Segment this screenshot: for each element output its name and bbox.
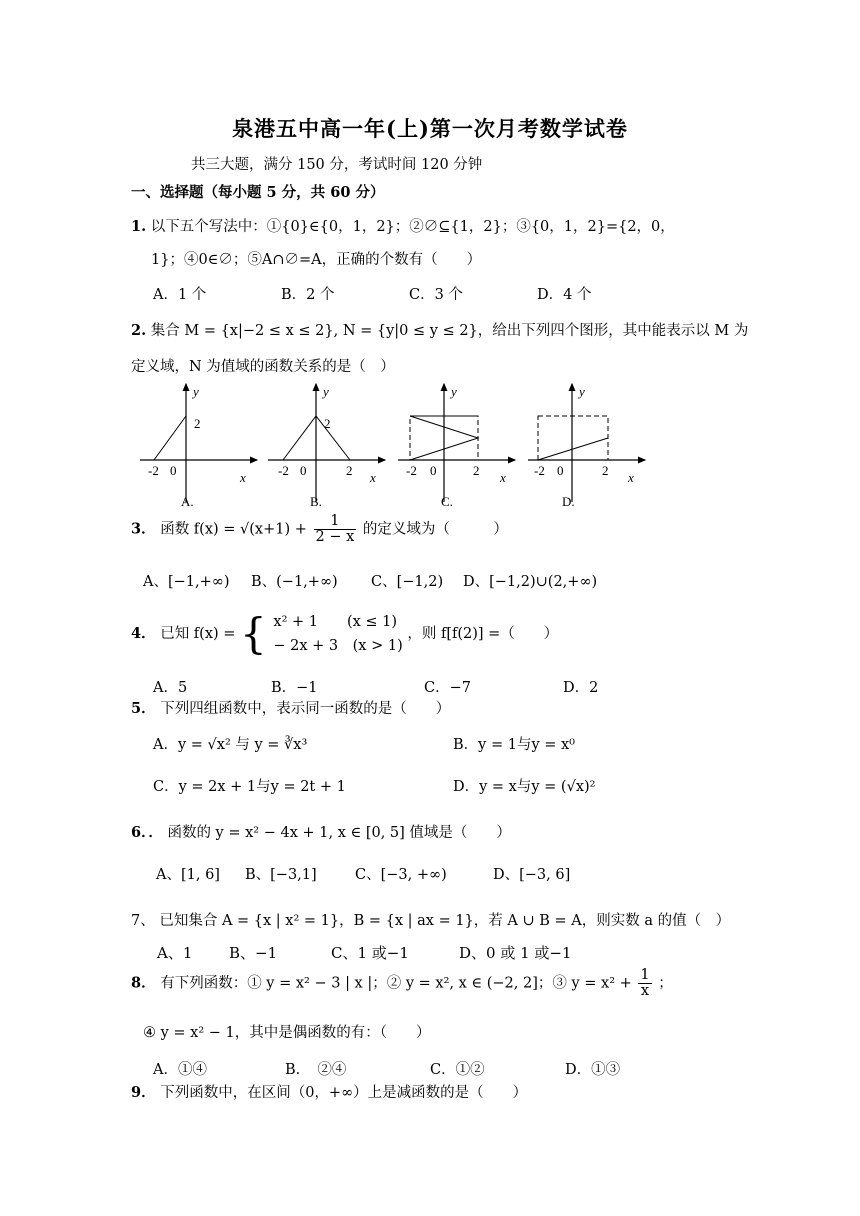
question-text-pre: 函数 f(x) = √(x+1) + xyxy=(160,521,312,538)
tick-label: -2 xyxy=(406,463,417,478)
x-axis-label: x xyxy=(500,470,506,485)
tick-label: 2 xyxy=(473,463,480,478)
option-c: C．y = 2x + 1与y = 2t + 1 xyxy=(153,779,346,795)
question-number: 4． xyxy=(131,625,156,642)
option-a: A、[1, 6] xyxy=(156,867,220,883)
graph-b xyxy=(268,384,385,509)
option-b: B．2 个 xyxy=(281,287,335,303)
graph-caption: D. xyxy=(562,494,575,509)
fraction xyxy=(638,968,651,999)
option-b: B、−1 xyxy=(229,944,278,962)
question-number: 7、 xyxy=(131,913,155,929)
question-1-line2: 1}；④0∈∅；⑤A∩∅=A，正确的个数有（ ） xyxy=(151,252,482,268)
option-c: C、[−1,2) xyxy=(371,574,444,590)
option-d: D．y = x与y = (√x)² xyxy=(453,779,596,795)
question-number: 6．． xyxy=(131,824,163,841)
tick-label: 2 xyxy=(324,416,331,431)
option-a: A．5 xyxy=(153,680,188,696)
tick-label: 2 xyxy=(194,416,201,431)
fraction-denominator: x xyxy=(640,983,650,1000)
question-9 xyxy=(131,1081,527,1102)
option-c: C、[−3, +∞) xyxy=(355,867,447,883)
option-c: C、1 或−1 xyxy=(331,944,409,962)
question-number: 5． xyxy=(131,700,156,717)
y-axis-label: y xyxy=(579,384,585,399)
option-b: B．−1 xyxy=(271,680,318,696)
piecewise-cases xyxy=(273,610,402,658)
y-axis-label: y xyxy=(323,384,329,399)
tick-label: -2 xyxy=(278,463,289,478)
x-axis-label: x xyxy=(370,470,376,485)
question-text: 以下五个写法中：①{0}∈{0，1，2}；②∅⊆{1，2}；③{0，1，2}={2，0， xyxy=(150,219,675,235)
option-b: B．y = 1与y = x⁰ xyxy=(453,737,575,753)
option-d: D．4 个 xyxy=(537,287,592,303)
section-heading: 一、选择题（每小题 5 分，共 60 分） xyxy=(131,184,385,201)
question-2-line1 xyxy=(131,319,748,340)
option-d: D、[−3, 6] xyxy=(493,867,571,883)
option-a: A．1 个 xyxy=(153,287,207,303)
option-c: C．①② xyxy=(430,1062,485,1078)
question-1-line1 xyxy=(131,215,675,236)
question-text-post: ，则 f[f(2)] =（ ） xyxy=(407,626,559,642)
question-number: 8． xyxy=(131,974,156,992)
question-number: 9． xyxy=(131,1084,156,1101)
question-8-line1 xyxy=(131,968,673,999)
question-text: 下列函数中，在区间（0，+∞）上是减函数的是（ ） xyxy=(160,1085,528,1101)
question-text: 已知集合 A = {x | x² = 1}，B = {x | ax = 1}，若 A ∪ B = A，则实数 a 的值（ ） xyxy=(159,913,731,929)
x-axis-label: x xyxy=(628,470,634,485)
question-text-pre: 有下列函数：① y = x² − 3 | x |；② y = x², x ∈ (−2, 2]；③ y = x² + xyxy=(160,975,637,992)
tick-label: 0 xyxy=(430,463,437,478)
question-4 xyxy=(131,610,558,658)
graph-a xyxy=(140,384,257,509)
fraction-denominator: 2 − x xyxy=(315,529,355,546)
option-a: A、1 xyxy=(157,944,193,962)
y-axis-label: y xyxy=(193,384,199,399)
question-text: 下列四组函数中，表示同一函数的是（ ） xyxy=(160,701,451,717)
case-1: x² + 1 (x ≤ 1) xyxy=(273,614,398,630)
graph-d xyxy=(528,384,645,509)
y-axis-label: y xyxy=(451,384,457,399)
option-b: B、(−1,+∞) xyxy=(251,574,338,590)
x-axis-label: x xyxy=(240,470,246,485)
question-number: 3． xyxy=(131,520,156,538)
fraction-numerator: 1 xyxy=(640,967,650,983)
option-d: D．①③ xyxy=(565,1062,621,1078)
exam-subtitle: 共三大题，满分 150 分，考试时间 120 分钟 xyxy=(191,157,483,173)
question-number: 1. xyxy=(131,218,147,235)
graph-caption: B. xyxy=(310,494,322,509)
question-8-line2: ④ y = x² − 1，其中是偶函数的有：（ ） xyxy=(143,1025,431,1041)
option-c: C．−7 xyxy=(424,680,471,696)
question-7 xyxy=(131,909,730,930)
question-text-post: 的定义域为（ ） xyxy=(362,521,508,538)
tick-label: -2 xyxy=(534,463,545,478)
option-d: D、[−1,2)∪(2,+∞) xyxy=(463,574,598,590)
option-b: B． ②④ xyxy=(285,1062,347,1078)
tick-label: 0 xyxy=(557,463,564,478)
question-text-pre: 已知 f(x) = xyxy=(160,626,236,642)
question-5 xyxy=(131,697,450,718)
graph-caption: C. xyxy=(441,494,453,509)
question-text: 集合 M = {x|−2 ≤ x ≤ 2}, N = {y|0 ≤ y ≤ 2}，给出下列四个图形，其中能表示以 M 为 xyxy=(150,323,749,339)
option-d: D、0 或 1 或−1 xyxy=(459,944,572,962)
question-3 xyxy=(131,514,508,545)
tick-label: 2 xyxy=(346,463,353,478)
tick-label: 2 xyxy=(602,463,609,478)
option-d: D．2 xyxy=(563,680,599,696)
page-title: 泉港五中高一年(上)第一次月考数学试卷 xyxy=(232,116,628,141)
option-a: A．y = √x² 与 y = ∛x³ xyxy=(153,737,308,753)
question-6 xyxy=(131,821,511,842)
fraction-numerator: 1 xyxy=(314,514,357,530)
case-2: − 2x + 3 (x > 1) xyxy=(273,638,403,654)
option-a: A．①④ xyxy=(153,1062,207,1078)
graph-caption: A. xyxy=(181,494,194,509)
fraction xyxy=(314,514,357,545)
question-number: 2. xyxy=(131,322,147,339)
left-brace: { xyxy=(240,609,267,658)
tick-label: 0 xyxy=(300,463,307,478)
option-c: C．3 个 xyxy=(409,287,463,303)
question-2-line2: 定义域，N 为值域的函数关系的是（ ） xyxy=(131,359,395,375)
graph-c xyxy=(398,384,515,509)
tick-label: 0 xyxy=(170,463,177,478)
option-b: B、[−3,1] xyxy=(245,867,317,883)
option-a: A、[−1,+∞) xyxy=(143,574,230,590)
tick-label: -2 xyxy=(148,463,159,478)
question-text: 函数的 y = x² − 4x + 1, x ∈ [0, 5] 值域是（ ） xyxy=(167,825,511,841)
function-graphs-figure xyxy=(130,378,660,514)
question-text-post: ； xyxy=(658,975,673,992)
